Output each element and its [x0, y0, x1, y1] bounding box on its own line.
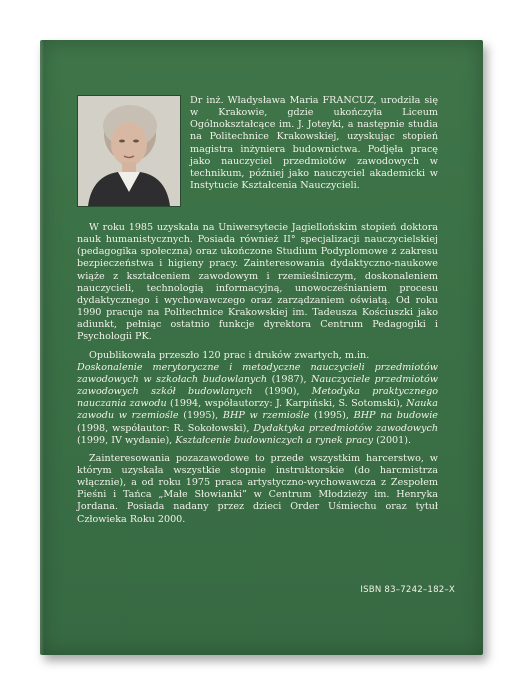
publication-details: (1995),	[178, 410, 223, 422]
publication-title: Kształcenie budowniczych a rynek pracy	[175, 434, 374, 446]
publication-title: BHP na budowie	[353, 410, 438, 422]
author-bio-body	[77, 222, 438, 526]
publication-details: (1995),	[309, 410, 354, 422]
publication-details: (1990),	[252, 386, 312, 398]
bio-paragraph-education: W roku 1985 uzyskała na Uniwersytecie Jagiellońskim stopień doktora nauk humanistycznych. Posiada również II° specjalizacji nauczycielskiej (pedagogika społeczna) oraz ukończone Studium Podyplomowe z zakresu bezpieczeństwa i higieny pracy. Zainteresowania dydaktyczno-naukowe wiąże z kształceniem zawodowym i rzemieślniczym, doskonaleniem nauczycieli, technologią informacyjną, unowocześnianiem procesu dydaktycznego i wychowawczego oraz zarządzaniem oświatą. Od roku 1990 pracuje na Politechnice Krakowskiej im. Tadeusza Kościuszki jako adiunkt, pełniąc ostatnio funkcje dyrektora Centrum Pedagogiki i Psychologii PK.	[77, 222, 438, 343]
bio-paragraph-publications	[77, 350, 438, 447]
publication-title: Doskonalenie merytoryczne i metodyczne nauczycieli przedmiotów zawodowych w szkołach budowlanych	[77, 361, 438, 385]
publication-title: Nauka zawodu w rzemiośle	[77, 398, 438, 422]
author-intro-text	[190, 95, 438, 192]
publication-title: Metodyka praktycznego nauczania zawodu	[77, 386, 438, 410]
author-photo	[77, 95, 181, 207]
publications-lead: Opublikowała przeszło 120 prac i druków zwartych, m.in.	[89, 349, 370, 361]
isbn-number: ISBN 83–7242–182–X	[360, 585, 455, 595]
intro-paragraph: Dr inż. Władysława Maria FRANCUZ, urodziła się w Krakowie, gdzie ukończyła Liceum Ogólnokształcące im. J. Joteyki, a następnie studia na Politechnice Krakowskiej, uzyskując stopień magistra inżyniera budownictwa. Podjęła pracę jako nauczyciel przedmiotów zawodowych w technikum, później jako nauczyciel akademicki w Instytucie Kształcenia Nauczycieli.	[190, 95, 438, 192]
publication-details: (1999, IV wydanie),	[77, 434, 176, 446]
author-portrait-image	[78, 96, 180, 206]
publication-details: (1998, współautor: R. Sokołowski),	[77, 422, 254, 434]
publication-details: (1994, współautorzy: J. Karpiński, S. Sotomski),	[166, 398, 407, 410]
publication-title: Dydaktyka przedmiotów zawodowych	[253, 422, 438, 434]
publication-title: BHP w rzemiośle	[222, 410, 310, 422]
publication-title: Nauczyciele przedmiotów zawodowych szkół budowlanych	[77, 373, 438, 398]
publication-details: (1987),	[267, 373, 312, 385]
cover-edge-highlight	[40, 40, 44, 655]
bio-paragraph-interests: Zainteresowania pozazawodowe to przede wszystkim harcerstwo, w którym uzyskała wszystkie stopnie instruktorskie (do harcmistrza włącznie), a od roku 1975 praca artystyczno-wychowawcza z Zespołem Pieśni i Tańca „Małe Słowianki” w Centrum Młodzieży im. Henryka Jordana. Posiada nadany przez dzieci Order Uśmiechu oraz tytuł Człowieka Roku 2000.	[77, 452, 438, 525]
publication-details: (2001).	[373, 434, 412, 446]
